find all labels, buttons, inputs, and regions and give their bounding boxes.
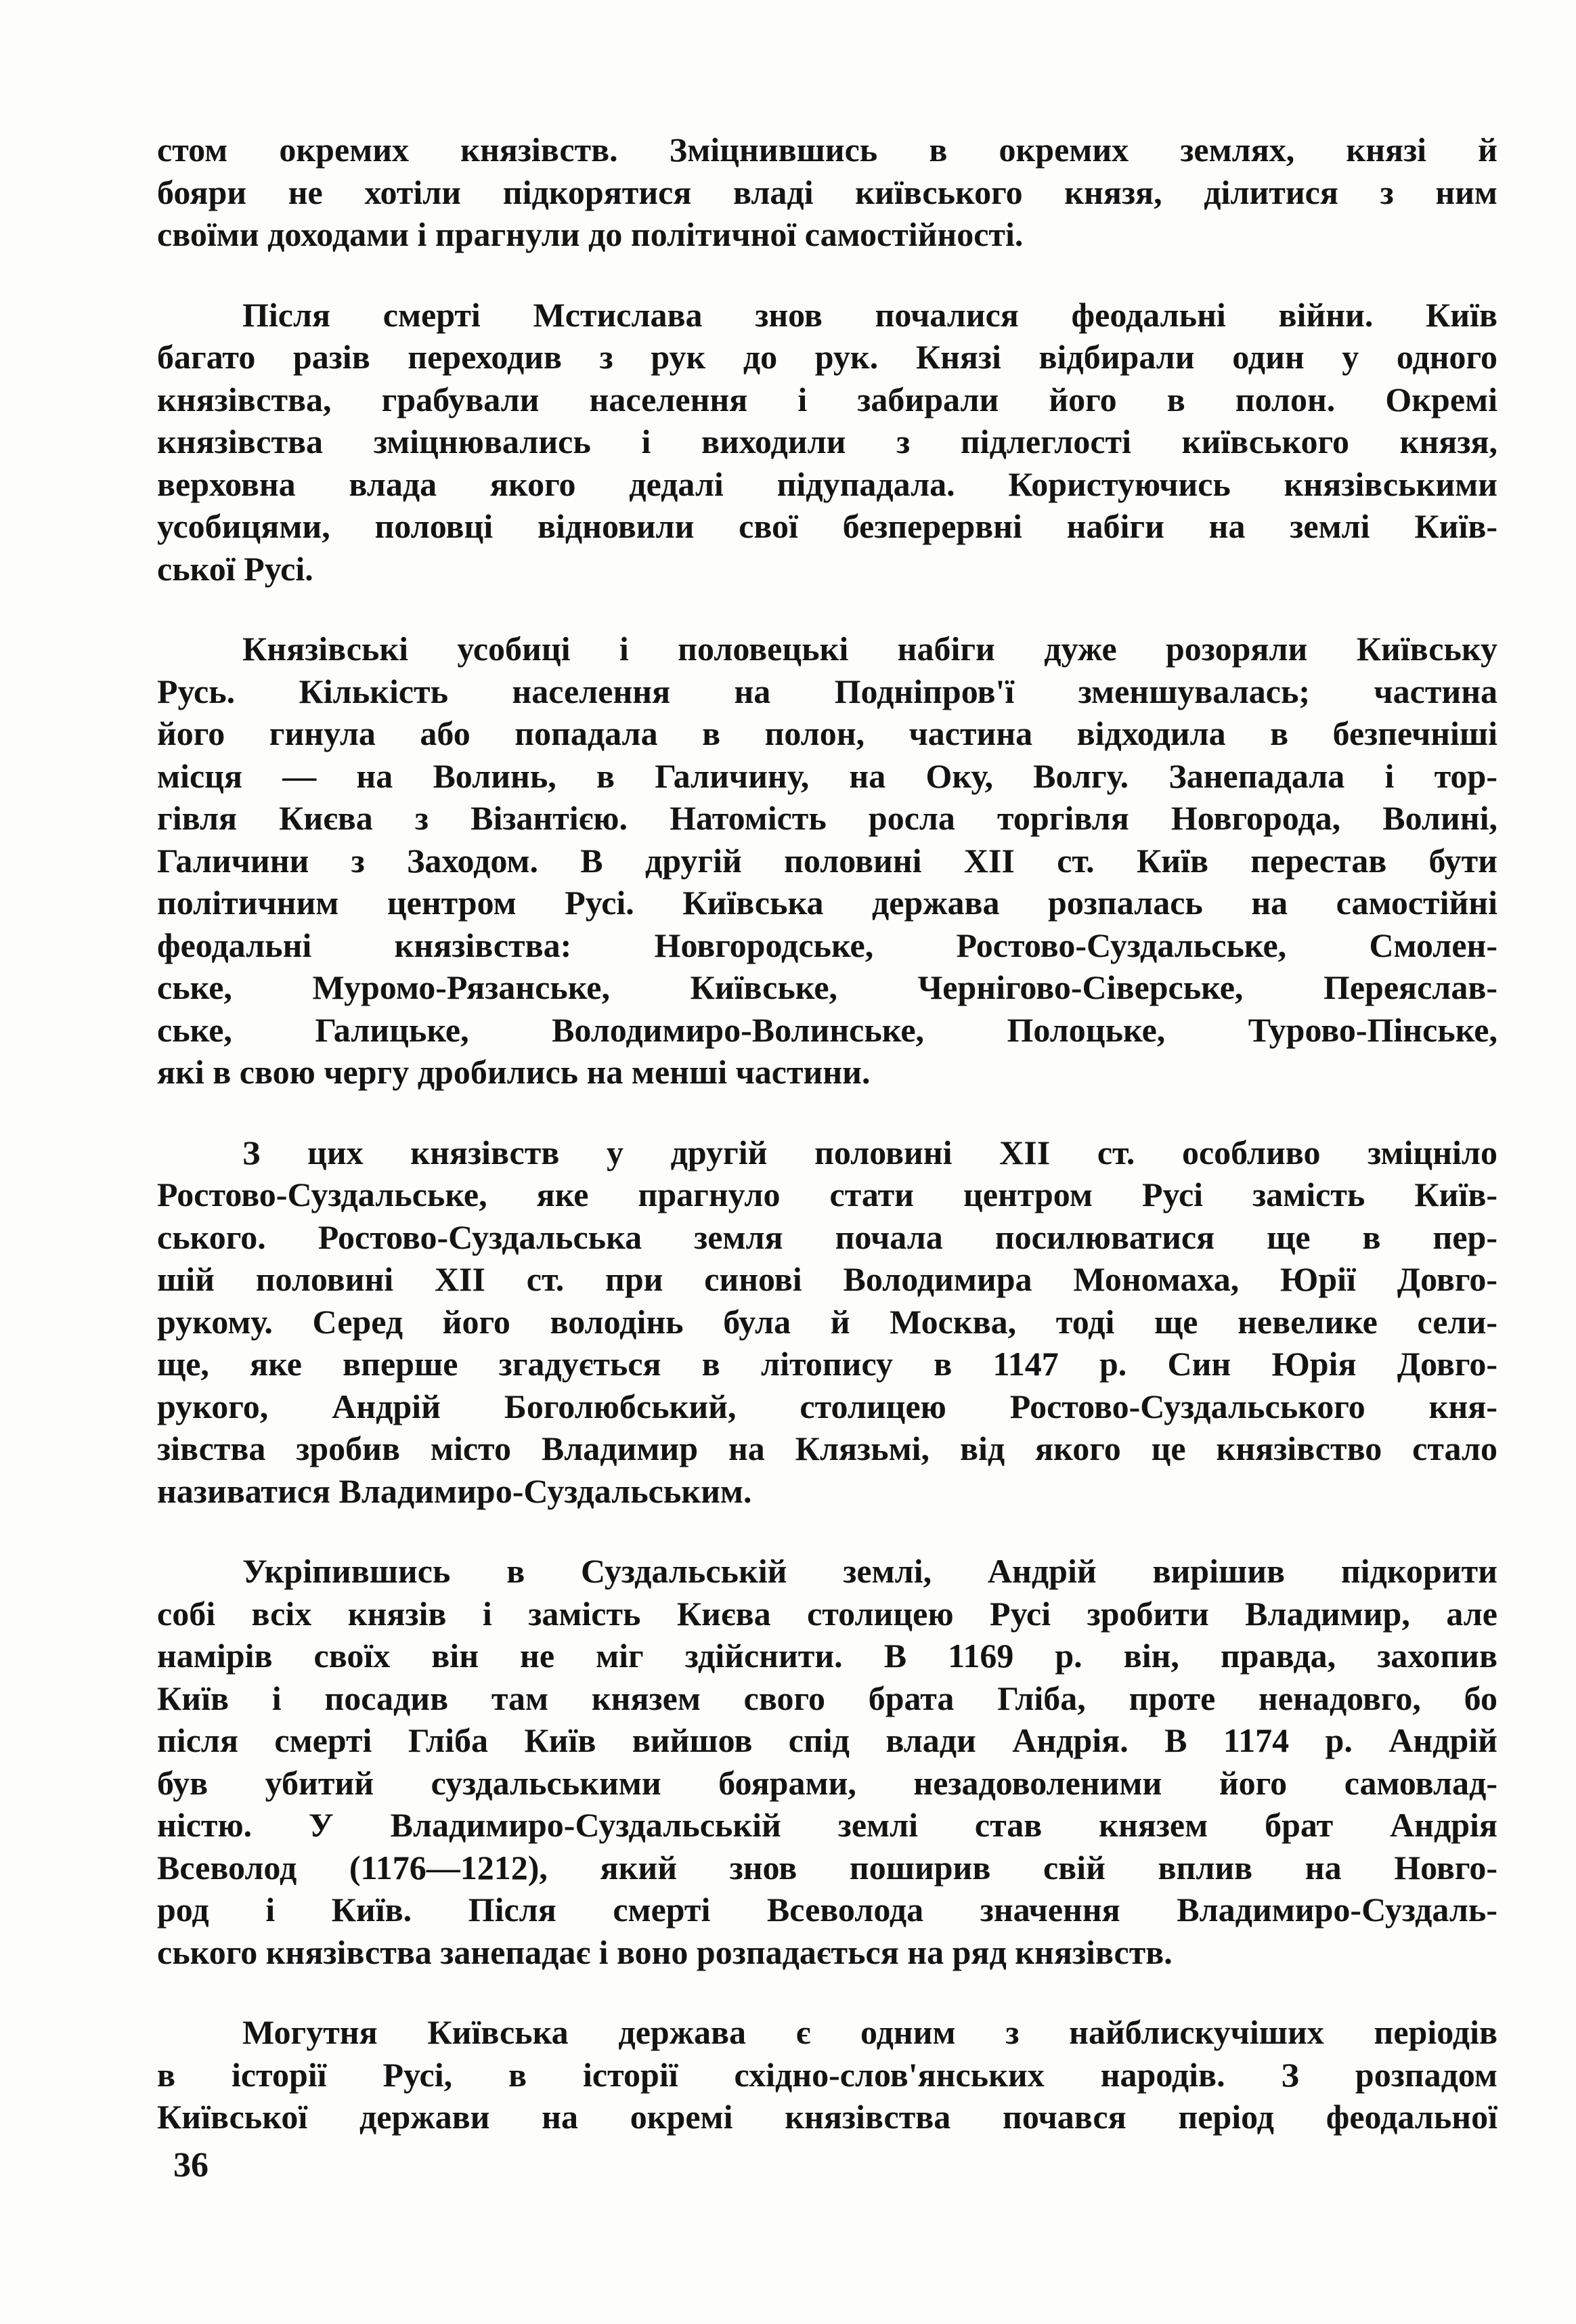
text-line: князівства, грабували населення і забирали його в полон. Окремі [157,380,1497,418]
paragraph-3 [157,628,1497,1094]
text-line: політичним центром Русі. Київська держава розпалась на самостійні [157,884,1497,922]
text-line: ської Русі. [157,549,313,588]
text-line: Укріпившись в Суздальській землі, Андрій вирішив підкорити [242,1552,1497,1590]
text-line: в історії Русі, в історії східно-слов'янських народів. З розпадом [157,2055,1497,2094]
text-line: князівства зміцнювались і виходили з підлеглості київського князя, [157,423,1497,460]
text-line: бояри не хотіли підкорятися владі київського князя, ділитися з ним [157,173,1497,211]
text-line: багато разів переходив з рук до рук. Князі відбирали один у одного [157,338,1497,376]
text-line: Могутня Київська держава є одним з найблискучіших періодів [242,2013,1497,2051]
text-line: феодальні князівства: Новгородське, Ростово-Суздальське, Смолен- [157,926,1497,964]
text-line: місця — на Волинь, в Галичину, на Оку, Волгу. Занепадала і тор- [157,756,1497,795]
text-line: намірів своїх він не міг здійснити. В 1169 р. він, правда, захопив [157,1637,1497,1675]
body-text [157,129,1497,2138]
text-line: зівства зробив місто Владимир на Клязьмі, від якого це князівство стало [157,1429,1497,1467]
text-line: собі всіх князів і замість Києва столицею Русі зробити Владимир, але [157,1594,1497,1633]
paragraph-6 [157,2011,1497,2138]
paragraph-2 [157,294,1497,590]
text-line: після смерті Гліба Київ вийшов спід влади Андрія. В 1174 р. Андрій [157,1721,1497,1759]
text-line: які в свою чергу дробились на менші частини. [157,1053,871,1091]
text-line: ське, Муромо-Рязанське, Київське, Чернігово-Сіверське, Переяслав- [157,968,1497,1006]
paragraph-5 [157,1550,1497,1973]
text-line: рукому. Серед його володінь була й Москва, тоді ще невелике сели- [157,1302,1497,1341]
text-line: ського. Ростово-Суздальська земля почала посилюватися ще в пер- [157,1218,1497,1256]
text-line: шій половині XII ст. при синові Володимира Мономаха, Юрії Довго- [157,1260,1497,1298]
text-line: Галичини з Заходом. В другій половині XII ст. Київ перестав бути [157,841,1497,880]
text-line: стом окремих князівств. Зміцнившись в окремих землях, князі й [157,131,1497,169]
text-line: рукого, Андрій Боголюбський, столицею Ростово-Суздальського кня- [157,1387,1497,1425]
text-line: ське, Галицьке, Володимиро-Волинське, Полоцьке, Турово-Пінське, [157,1010,1497,1049]
text-line: Після смерті Мстислава знов почалися феодальні війни. Київ [242,295,1497,334]
paragraph-1 [157,129,1497,256]
text-line: гівля Києва з Візантією. Натомість росла торгівля Новгорода, Волині, [157,799,1497,837]
page-number: 36 [173,2146,209,2185]
text-line: Київської держави на окремі князівства почався період феодальної [157,2098,1497,2136]
text-line: своїми доходами і прагнули до політичної самостійності. [157,215,1024,253]
text-line: З цих князівств у другій половині XII ст. особливо зміцніло [242,1133,1497,1171]
text-line: Київ і посадив там князем свого брата Гліба, проте ненадовго, бо [157,1679,1497,1717]
text-line: ністю. У Владимиро-Суздальській землі став князем брат Андрія [157,1806,1497,1844]
text-line: ще, яке вперше згадується в літопису в 1147 р. Син Юрія Довго- [157,1345,1497,1383]
text-line: род і Київ. Після смерті Всеволода значення Владимиро-Суздаль- [157,1891,1497,1929]
text-line: називатися Владимиро-Суздальським. [157,1471,752,1510]
paragraph-4 [157,1132,1497,1513]
text-line: Всеволод (1176—1212), який знов поширив свій вплив на Новго- [157,1848,1497,1887]
text-line: був убитий суздальськими боярами, незадоволеними його самовлад- [157,1763,1497,1802]
text-line: Ростово-Суздальське, яке прагнуло стати центром Русі замість Київ- [157,1176,1497,1213]
text-line: його гинула або попадала в полон, частина відходила в безпечніші [157,714,1497,752]
text-line: усобицями, половці відновили свої безперервні набіги на землі Київ- [157,507,1497,545]
text-line: Князівські усобиці і половецькі набіги дуже розоряли Київську [242,630,1497,668]
text-line: верховна влада якого дедалі підупадала. Користуючись князівськими [157,465,1497,503]
text-line: ського князівства занепадає і воно розпадається на ряд князівств. [157,1933,1173,1971]
text-line: Русь. Кількість населення на Подніпров'ї зменшувалась; частина [157,672,1497,710]
